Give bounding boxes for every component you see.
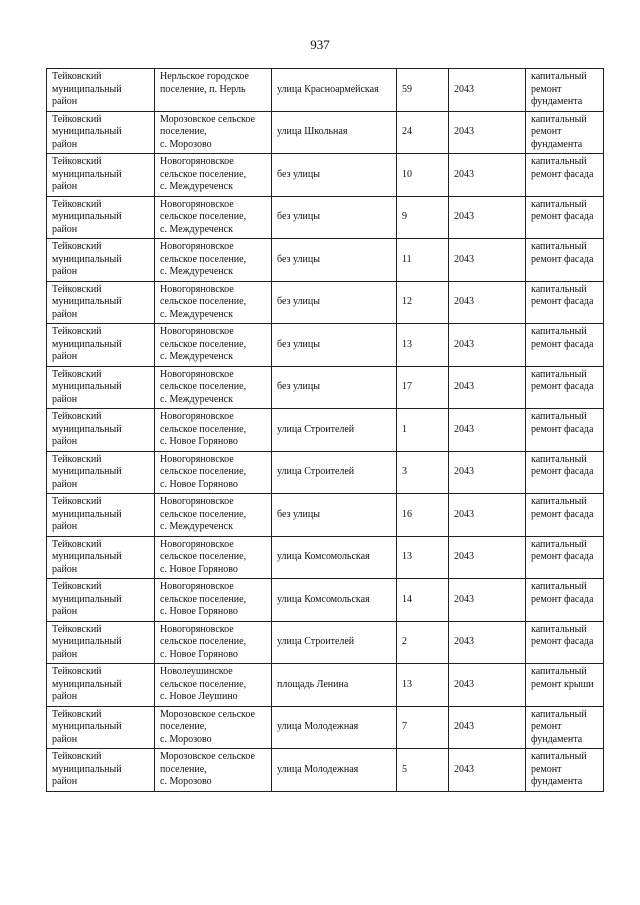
table-row: [47, 451, 604, 494]
house-number-cell: 13: [397, 664, 449, 707]
settlement-cell: Морозовское сельское поселение, с. Морозово: [155, 749, 272, 792]
street-cell: без улицы: [272, 239, 397, 282]
work-type-cell: капитальный ремонт крыши: [526, 664, 604, 707]
table-row: [47, 749, 604, 792]
street-cell: без улицы: [272, 366, 397, 409]
district-cell: Тейковский муниципальный район: [47, 239, 155, 282]
settlement-cell: Новогоряновское сельское поселение, с. Междуреченск: [155, 366, 272, 409]
year-cell: 2043: [449, 111, 526, 154]
work-type-cell: капитальный ремонт фасада: [526, 536, 604, 579]
year-cell: 2043: [449, 366, 526, 409]
district-cell: Тейковский муниципальный район: [47, 281, 155, 324]
work-type-cell: капитальный ремонт фасада: [526, 196, 604, 239]
table-row: [47, 69, 604, 112]
district-cell: Тейковский муниципальный район: [47, 69, 155, 112]
settlement-cell: Новолеушинское сельское поселение, с. Новое Леушино: [155, 664, 272, 707]
district-cell: Тейковский муниципальный район: [47, 366, 155, 409]
house-number-cell: 10: [397, 154, 449, 197]
street-cell: без улицы: [272, 494, 397, 537]
street-cell: улица Красноармейская: [272, 69, 397, 112]
district-cell: Тейковский муниципальный район: [47, 749, 155, 792]
table-row: [47, 154, 604, 197]
house-number-cell: 13: [397, 536, 449, 579]
district-cell: Тейковский муниципальный район: [47, 494, 155, 537]
work-type-cell: капитальный ремонт фасада: [526, 409, 604, 452]
house-number-cell: 5: [397, 749, 449, 792]
year-cell: 2043: [449, 69, 526, 112]
street-cell: улица Строителей: [272, 621, 397, 664]
year-cell: 2043: [449, 536, 526, 579]
street-cell: улица Строителей: [272, 409, 397, 452]
work-type-cell: капитальный ремонт фасада: [526, 366, 604, 409]
work-type-cell: капитальный ремонт фасада: [526, 579, 604, 622]
street-cell: без улицы: [272, 196, 397, 239]
house-number-cell: 9: [397, 196, 449, 239]
house-number-cell: 59: [397, 69, 449, 112]
table-row: [47, 111, 604, 154]
year-cell: 2043: [449, 281, 526, 324]
work-type-cell: капитальный ремонт фундамента: [526, 69, 604, 112]
table-row: [47, 536, 604, 579]
settlement-cell: Новогоряновское сельское поселение, с. Междуреченск: [155, 196, 272, 239]
year-cell: 2043: [449, 494, 526, 537]
work-type-cell: капитальный ремонт фундамента: [526, 706, 604, 749]
district-cell: Тейковский муниципальный район: [47, 324, 155, 367]
year-cell: 2043: [449, 749, 526, 792]
table-row: [47, 579, 604, 622]
work-type-cell: капитальный ремонт фасада: [526, 621, 604, 664]
table-row: [47, 366, 604, 409]
settlement-cell: Морозовское сельское поселение, с. Морозово: [155, 111, 272, 154]
year-cell: 2043: [449, 579, 526, 622]
year-cell: 2043: [449, 664, 526, 707]
district-cell: Тейковский муниципальный район: [47, 706, 155, 749]
work-type-cell: капитальный ремонт фасада: [526, 494, 604, 537]
settlement-cell: Новогоряновское сельское поселение, с. Междуреченск: [155, 281, 272, 324]
table-row: [47, 281, 604, 324]
district-cell: Тейковский муниципальный район: [47, 154, 155, 197]
street-cell: улица Строителей: [272, 451, 397, 494]
work-type-cell: капитальный ремонт фасада: [526, 154, 604, 197]
district-cell: Тейковский муниципальный район: [47, 664, 155, 707]
house-number-cell: 13: [397, 324, 449, 367]
street-cell: улица Молодежная: [272, 706, 397, 749]
year-cell: 2043: [449, 706, 526, 749]
table-row: [47, 239, 604, 282]
table-row: [47, 409, 604, 452]
district-cell: Тейковский муниципальный район: [47, 451, 155, 494]
table-row: [47, 621, 604, 664]
settlement-cell: Новогоряновское сельское поселение, с. Новое Горяново: [155, 409, 272, 452]
settlement-cell: Новогоряновское сельское поселение, с. Междуреченск: [155, 494, 272, 537]
table-row: [47, 324, 604, 367]
district-cell: Тейковский муниципальный район: [47, 621, 155, 664]
work-type-cell: капитальный ремонт фундамента: [526, 111, 604, 154]
street-cell: без улицы: [272, 154, 397, 197]
settlement-cell: Нерльское городское поселение, п. Нерль: [155, 69, 272, 112]
table-row: [47, 494, 604, 537]
work-type-cell: капитальный ремонт фасада: [526, 239, 604, 282]
house-number-cell: 11: [397, 239, 449, 282]
work-type-cell: капитальный ремонт фасада: [526, 324, 604, 367]
house-number-cell: 1: [397, 409, 449, 452]
year-cell: 2043: [449, 621, 526, 664]
table-row: [47, 706, 604, 749]
house-number-cell: 7: [397, 706, 449, 749]
street-cell: без улицы: [272, 281, 397, 324]
table-row: [47, 664, 604, 707]
settlement-cell: Новогоряновское сельское поселение, с. Междуреченск: [155, 324, 272, 367]
table-row: [47, 196, 604, 239]
settlement-cell: Новогоряновское сельское поселение, с. Междуреченск: [155, 154, 272, 197]
house-number-cell: 16: [397, 494, 449, 537]
street-cell: улица Комсомольская: [272, 536, 397, 579]
street-cell: площадь Ленина: [272, 664, 397, 707]
year-cell: 2043: [449, 324, 526, 367]
settlement-cell: Новогоряновское сельское поселение, с. Новое Горяново: [155, 451, 272, 494]
district-cell: Тейковский муниципальный район: [47, 196, 155, 239]
year-cell: 2043: [449, 196, 526, 239]
table-body: [47, 69, 604, 792]
house-number-cell: 17: [397, 366, 449, 409]
page-number: 937: [310, 37, 330, 52]
year-cell: 2043: [449, 154, 526, 197]
work-type-cell: капитальный ремонт фасада: [526, 281, 604, 324]
house-number-cell: 12: [397, 281, 449, 324]
settlement-cell: Новогоряновское сельское поселение, с. Новое Горяново: [155, 536, 272, 579]
year-cell: 2043: [449, 409, 526, 452]
work-type-cell: капитальный ремонт фундамента: [526, 749, 604, 792]
settlement-cell: Новогоряновское сельское поселение, с. Новое Горяново: [155, 579, 272, 622]
year-cell: 2043: [449, 451, 526, 494]
work-type-cell: капитальный ремонт фасада: [526, 451, 604, 494]
settlement-cell: Новогоряновское сельское поселение, с. Новое Горяново: [155, 621, 272, 664]
housing-repair-table: [46, 68, 604, 792]
house-number-cell: 2: [397, 621, 449, 664]
district-cell: Тейковский муниципальный район: [47, 579, 155, 622]
district-cell: Тейковский муниципальный район: [47, 536, 155, 579]
settlement-cell: Морозовское сельское поселение, с. Морозово: [155, 706, 272, 749]
house-number-cell: 14: [397, 579, 449, 622]
street-cell: улица Молодежная: [272, 749, 397, 792]
street-cell: улица Комсомольская: [272, 579, 397, 622]
house-number-cell: 3: [397, 451, 449, 494]
street-cell: улица Школьная: [272, 111, 397, 154]
year-cell: 2043: [449, 239, 526, 282]
settlement-cell: Новогоряновское сельское поселение, с. Междуреченск: [155, 239, 272, 282]
street-cell: без улицы: [272, 324, 397, 367]
district-cell: Тейковский муниципальный район: [47, 111, 155, 154]
district-cell: Тейковский муниципальный район: [47, 409, 155, 452]
house-number-cell: 24: [397, 111, 449, 154]
